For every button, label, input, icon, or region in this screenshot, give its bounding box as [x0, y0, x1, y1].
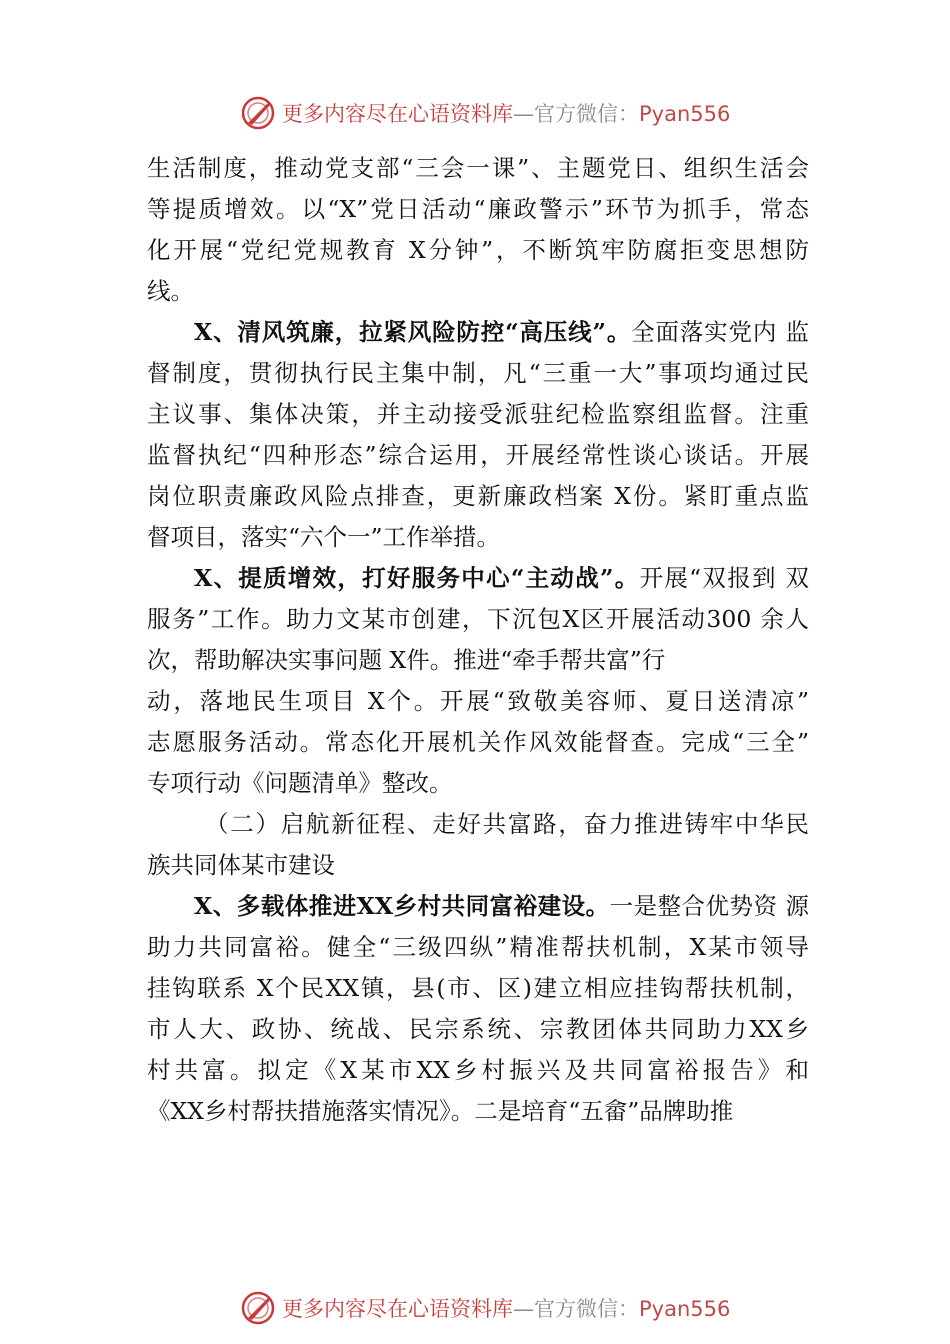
section-heading: X、多载体推进XX乡村共同富裕建设。 [194, 892, 610, 920]
text-line: 村共富。拟定《X某市XX乡村振兴及共同富裕报告》和 [147, 1056, 809, 1084]
text-line: 主议事、集体决策，并主动接受派驻纪检监察组监督。注重 [147, 400, 809, 428]
text-line: 线。 [147, 277, 194, 305]
section-heading-line [147, 558, 809, 599]
chapter-heading: （二）启航新征程、走好共富路，奋力推进铸牢中华民 [205, 810, 809, 838]
watermark-wechat-label: 官方微信： [534, 1297, 639, 1321]
text-line: 生活制度，推动党支部“三会一课”、主题党日、组织生活会 [147, 154, 809, 182]
section-heading-line [147, 886, 809, 927]
watermark-site-name: 更多内容尽在心语资料库 [282, 102, 513, 126]
text-line: 市人大、政协、统战、民宗系统、宗教团体共同助力XX乡 [147, 1015, 809, 1043]
text-line: 岗位职责廉政风险点排查，更新廉政档案 X份。紧盯重点监 [147, 482, 809, 510]
quill-seal-icon [240, 95, 276, 131]
watermark-wechat-label: 官方微信： [534, 102, 639, 126]
text-line: 《XX乡村帮扶措施落实情况》。二是培育“五畲”品牌助推 [147, 1097, 734, 1125]
text-line: 志愿服务活动。常态化开展机关作风效能督查。完成“三全” [147, 728, 809, 756]
text-line: 挂钩联系 X个民XX镇，县(市、区)建立相应挂钩帮扶机制， [147, 974, 809, 1002]
section-heading-line [147, 312, 809, 353]
chapter-heading-cont: 族共同体某市建设 [147, 851, 335, 879]
text-line: 督项目，落实“六个一”工作举措。 [147, 523, 501, 551]
watermark-dash: — [513, 102, 534, 126]
text-line: 次，帮助解决实事问题 X件。推进“牵手帮共富”行 [147, 646, 666, 674]
text-line: 服务”工作。助力文某市创建，下沉包X区开展活动300 余人 [147, 605, 809, 633]
text-line: 督制度，贯彻执行民主集中制，凡“三重一大”事项均通过民 [147, 359, 809, 387]
text-line: 等提质增效。以“X”党日活动“廉政警示”环节为抓手，常态 [147, 195, 809, 223]
document-body [147, 148, 809, 1132]
section-heading: X、提质增效，打好服务中心“主动战”。 [194, 564, 640, 592]
watermark-site-name: 更多内容尽在心语资料库 [282, 1297, 513, 1321]
text-line: 助力共同富裕。健全“三级四纵”精准帮扶机制，X某市领导 [147, 933, 809, 961]
watermark-wechat-id: Pyan556 [639, 102, 731, 126]
text-run: 全面落实党内 监 [631, 318, 809, 346]
text-line: 专项行动《问题清单》整改。 [147, 769, 453, 797]
footer-watermark [240, 1288, 740, 1328]
text-run: 开展“双报到 双 [639, 564, 809, 592]
watermark-wechat-id: Pyan556 [639, 1297, 731, 1321]
header-watermark [240, 93, 740, 133]
watermark-dash: — [513, 1297, 534, 1321]
text-line: 监督执纪“四种形态”综合运用，开展经常性谈心谈话。开展 [147, 441, 809, 469]
section-heading: X、清风筑廉，拉紧风险防控“高压线”。 [194, 318, 632, 346]
text-line: 动，落地民生项目 X个。开展“致敬美容师、夏日送清凉” [147, 687, 809, 715]
text-line: 化开展“党纪党规教育 X分钟”，不断筑牢防腐拒变思想防 [147, 236, 809, 264]
text-run: 一是整合优势资 源 [609, 892, 809, 920]
quill-seal-icon [240, 1290, 276, 1326]
